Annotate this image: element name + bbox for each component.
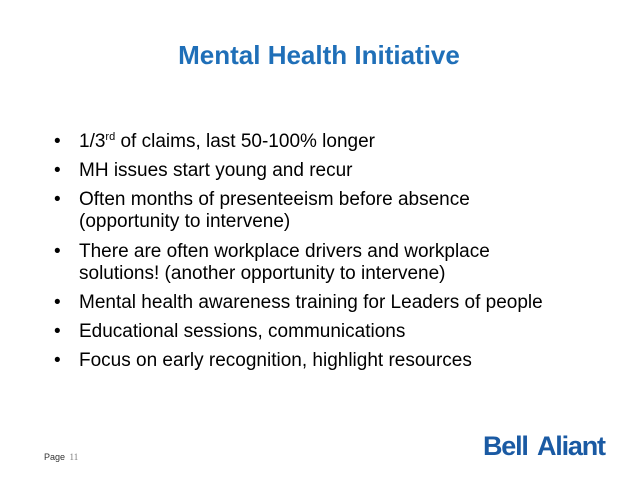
bullet-dot: •	[54, 160, 61, 182]
bullet-item	[54, 189, 554, 233]
bullet-dot: •	[54, 291, 61, 313]
logo-text-aliant: Aliant	[537, 431, 605, 461]
page-footer	[44, 452, 78, 462]
bullet-text: Educational sessions, communications	[79, 320, 406, 342]
bullet-item	[54, 131, 554, 153]
page-number: 11	[69, 452, 79, 462]
bullet-text: Mental health awareness training for Leaders of people	[79, 291, 543, 313]
bullet-item	[54, 350, 554, 372]
bullet-text-prefix: 1/3	[79, 131, 106, 152]
bullet-list	[54, 131, 554, 379]
bullet-item	[54, 292, 554, 314]
bullet-item	[54, 241, 554, 285]
bullet-dot: •	[54, 240, 61, 262]
bullet-text: Focus on early recognition, highlight resources	[79, 350, 472, 372]
bullet-text-suffix: of claims, last 50-100% longer	[115, 131, 375, 152]
bullet-dot: •	[54, 189, 61, 211]
logo-text-bell: Bell	[483, 431, 528, 461]
bullet-text-superscript: rd	[105, 131, 116, 143]
bell-aliant-logo-icon	[481, 425, 611, 465]
bullet-dot: •	[54, 350, 61, 372]
bullet-dot: •	[54, 131, 61, 152]
bullet-item	[54, 160, 554, 182]
bullet-dot: •	[54, 320, 61, 342]
slide-title: Mental Health Initiative	[178, 40, 460, 70]
bullet-item	[54, 321, 554, 343]
bullet-text: MH issues start young and recur	[79, 160, 353, 182]
bullet-text: Often months of presenteeism before absence (opportunity to intervene)	[79, 189, 470, 233]
bullet-text: There are often workplace drivers and workplace solutions! (another opportunity to intervene)	[79, 240, 490, 284]
page-label-text: Page	[44, 452, 66, 462]
